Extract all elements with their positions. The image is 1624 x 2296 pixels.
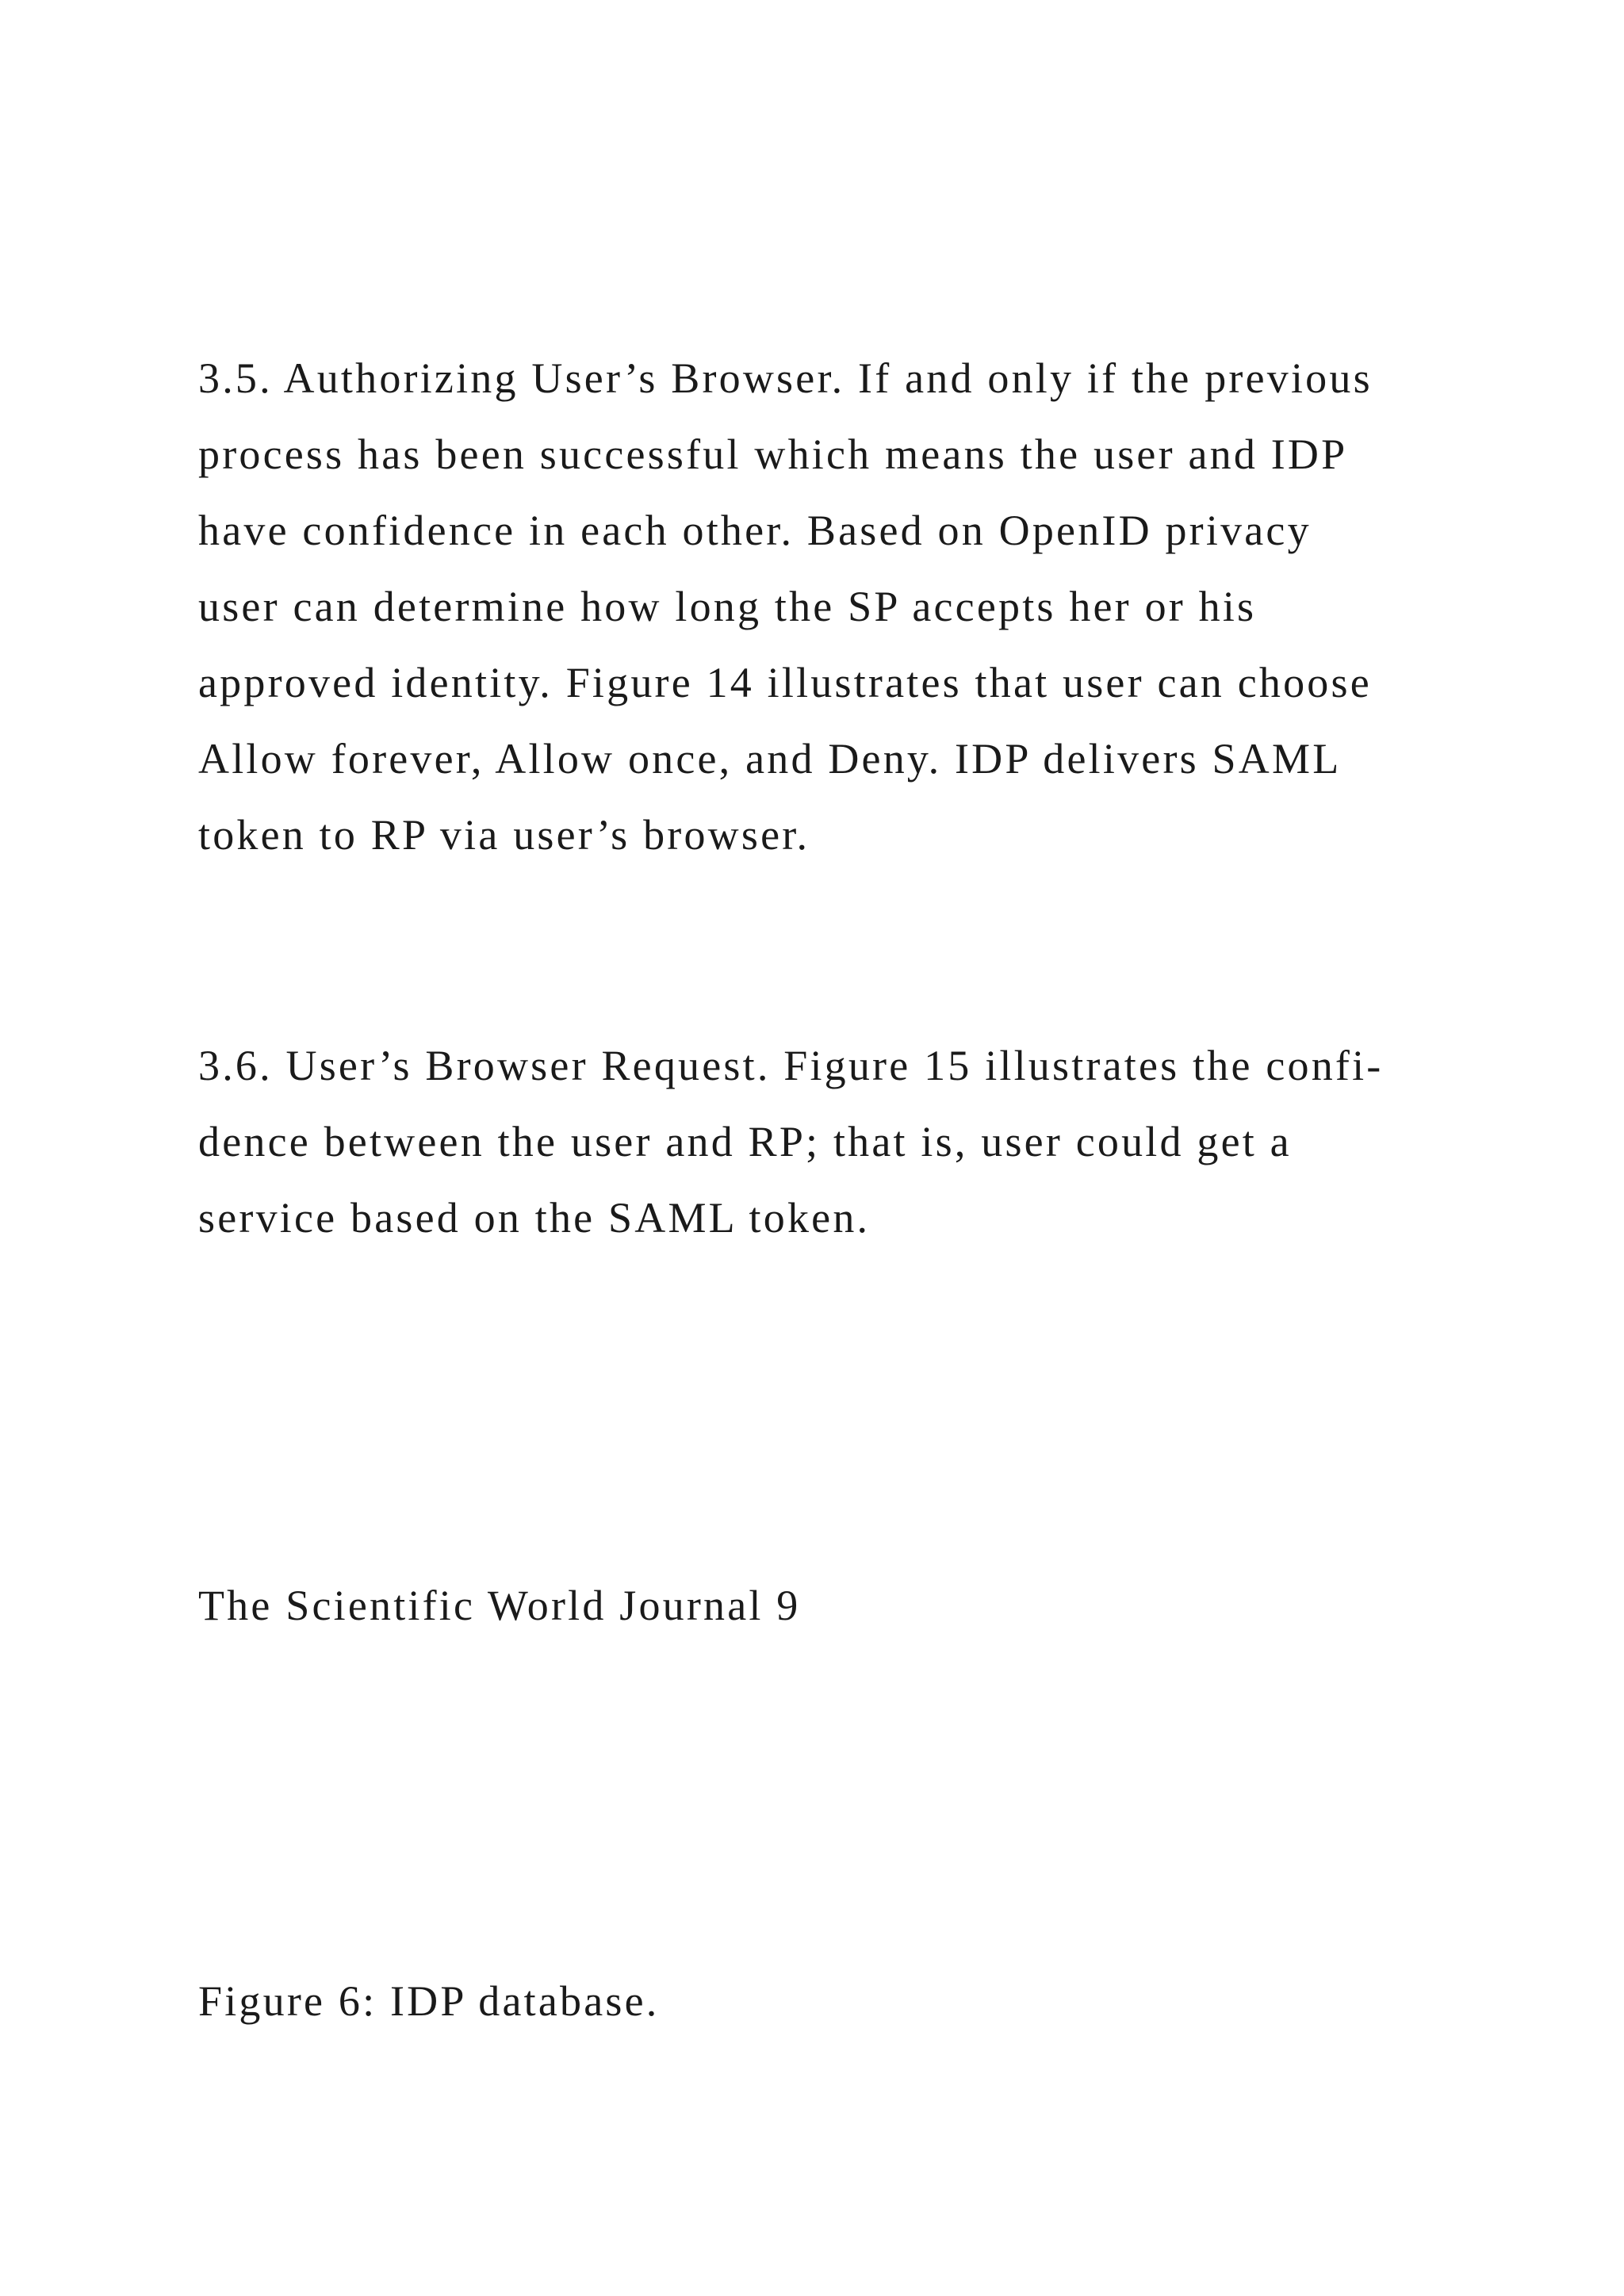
text-line: 3.5. Authorizing User’s Browser. If and only if the previous <box>198 354 1373 402</box>
text-line: user can determine how long the SP accepts her or his <box>198 583 1257 630</box>
figure-caption: Figure 6: IDP database. <box>198 1977 660 2025</box>
text-line: dence between the user and RP; that is, user could get a <box>198 1118 1292 1165</box>
text-line: process has been successful which means the user and IDP <box>198 430 1348 478</box>
text-line: service based on the SAML token. <box>198 1194 871 1242</box>
text-line: 3.6. User’s Browser Request. Figure 15 illustrates the confi- <box>198 1042 1384 1089</box>
text-line: approved identity. Figure 14 illustrates that user can choose <box>198 659 1372 706</box>
running-footer: The Scientific World Journal 9 <box>198 1582 801 1629</box>
text-line: token to RP via user’s browser. <box>198 811 810 859</box>
text-line: have confidence in each other. Based on OpenID privacy <box>198 507 1312 554</box>
text-line: Allow forever, Allow once, and Deny. IDP delivers SAML <box>198 735 1342 783</box>
